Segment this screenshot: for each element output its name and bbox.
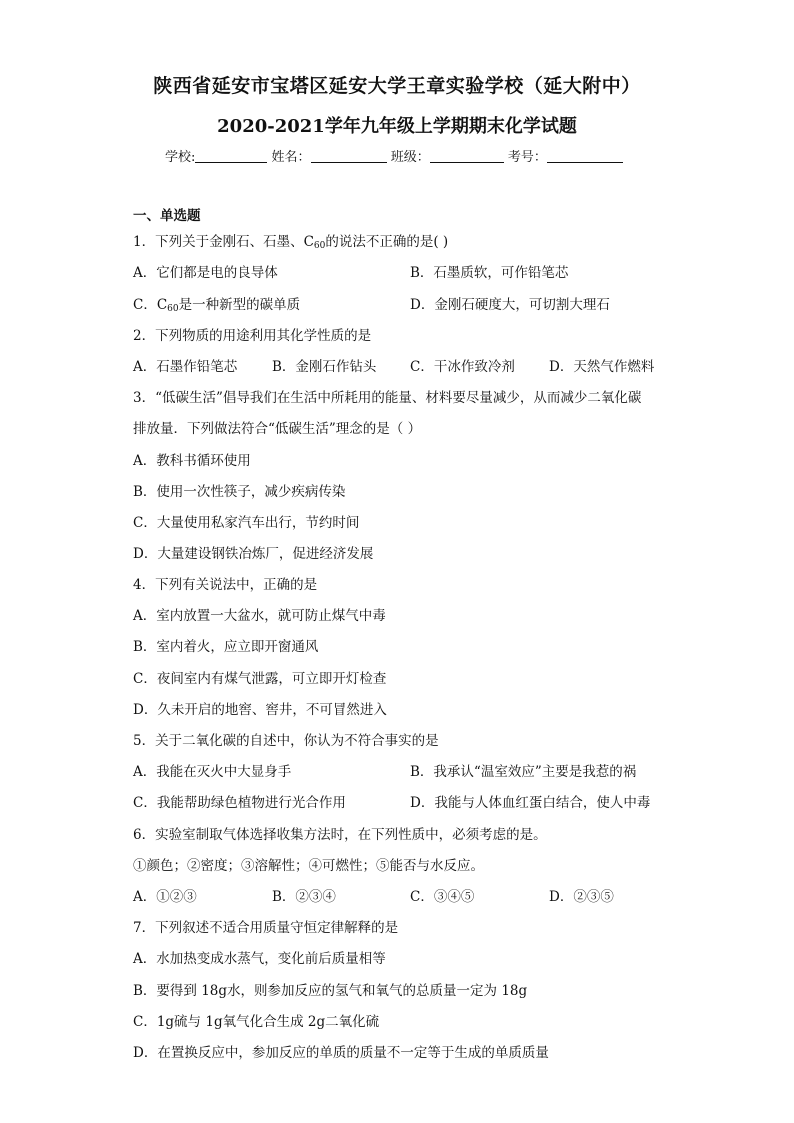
q6-option-d: D．②③⑤ bbox=[549, 889, 614, 905]
q1-option-a: A．它们都是电的良导体 bbox=[133, 265, 278, 281]
q7-option-b: B．要得到 18g水，则参加反应的氢气和氧气的总质量一定为 18g bbox=[133, 983, 528, 999]
q2-option-a: A．石墨作铅笔芯 bbox=[133, 359, 238, 375]
q1-option-d: D．金刚石硬度大，可切割大理石 bbox=[410, 297, 610, 313]
q3-option-a: A．教科书循环使用 bbox=[133, 453, 251, 469]
q2-option-b: B．金刚石作钻头 bbox=[272, 359, 377, 375]
q2-stem: 2．下列物质的用途利用其化学性质的是 bbox=[133, 328, 372, 344]
q4-option-d: D．久未开启的地窖、窖井，不可冒然进入 bbox=[133, 702, 387, 718]
name-label: 姓名： bbox=[271, 150, 311, 165]
number-label: 考号： bbox=[507, 150, 547, 165]
q6-properties: ①颜色；②密度；③溶解性；④可燃性；⑤能否与水反应。 bbox=[133, 858, 484, 874]
q3-option-d: D．大量建设钢铁冶炼厂，促进经济发展 bbox=[133, 546, 374, 562]
q2-option-d: D．天然气作燃料 bbox=[549, 359, 655, 375]
q7-option-d: D．在置换反应中，参加反应的单质的质量不一定等于生成的单质质量 bbox=[133, 1045, 549, 1061]
q4-stem: 4．下列有关说法中，正确的是 bbox=[133, 577, 318, 593]
q4-option-a: A．室内放置一大盆水，就可防止煤气中毒 bbox=[133, 608, 386, 624]
exam-title-line1: 陕西省延安市宝塔区延安大学王章实验学校（延大附中） bbox=[153, 75, 641, 97]
q6-option-a: A．①②③ bbox=[133, 889, 197, 905]
q6-option-c: C．③④⑤ bbox=[410, 889, 475, 905]
q2-option-c: C．干冰作致冷剂 bbox=[410, 359, 515, 375]
q7-option-c: C．1g硫与 1g氧气化合生成 2g二氧化硫 bbox=[133, 1014, 380, 1030]
q1-stem: 1．下列关于金刚石、石墨、$C_{60}$的说法不正确的是( ) bbox=[133, 234, 449, 251]
q5-stem: 5．关于二氧化碳的自述中，你认为不符合事实的是 bbox=[133, 733, 439, 749]
q7-option-a: A．水加热变成水蒸气，变化前后质量相等 bbox=[133, 951, 386, 967]
q3-stem-line1: 3．“低碳生活”倡导我们在生活中所耗用的能量、材料要尽量减少，从而减少二氧化碳 bbox=[133, 390, 642, 406]
q3-stem-line2: 排放量．下列做法符合“低碳生活”理念的是（ ） bbox=[133, 421, 422, 437]
q6-option-b: B．②③④ bbox=[272, 889, 336, 905]
class-blank[interactable] bbox=[430, 150, 504, 163]
q3-option-b: B．使用一次性筷子，减少疾病传染 bbox=[133, 484, 346, 500]
q1-option-c: C．$C_{60}$是一种新型的碳单质 bbox=[133, 297, 301, 314]
number-blank[interactable] bbox=[547, 150, 623, 163]
q5-option-c: C．我能帮助绿色植物进行光合作用 bbox=[133, 795, 346, 811]
q6-stem: 6．实验室制取气体选择收集方法时，在下列性质中，必须考虑的是。 bbox=[133, 827, 547, 843]
q1-option-b: B．石墨质软，可作铅笔芯 bbox=[410, 265, 569, 281]
q7-stem: 7．下列叙述不适合用质量守恒定律解释的是 bbox=[133, 920, 399, 936]
school-blank[interactable] bbox=[195, 150, 267, 163]
class-label: 班级： bbox=[390, 150, 430, 165]
q4-option-b: B．室内着火，应立即开窗通风 bbox=[133, 639, 319, 655]
student-info-row bbox=[165, 146, 623, 165]
name-blank[interactable] bbox=[311, 150, 387, 163]
exam-title-line2: 2020-2021学年九年级上学期期末化学试题 bbox=[217, 116, 577, 137]
q5-option-d: D．我能与人体血红蛋白结合，使人中毒 bbox=[410, 795, 651, 811]
q3-option-c: C．大量使用私家汽车出行，节约时间 bbox=[133, 515, 360, 531]
q5-option-a: A．我能在灭火中大显身手 bbox=[133, 764, 292, 780]
q5-option-b: B．我承认“温室效应”主要是我惹的祸 bbox=[410, 764, 637, 780]
section-title: 一、单选题 bbox=[133, 208, 201, 224]
school-label: 学校: bbox=[165, 150, 196, 165]
q4-option-c: C．夜间室内有煤气泄露，可立即开灯检查 bbox=[133, 671, 387, 687]
